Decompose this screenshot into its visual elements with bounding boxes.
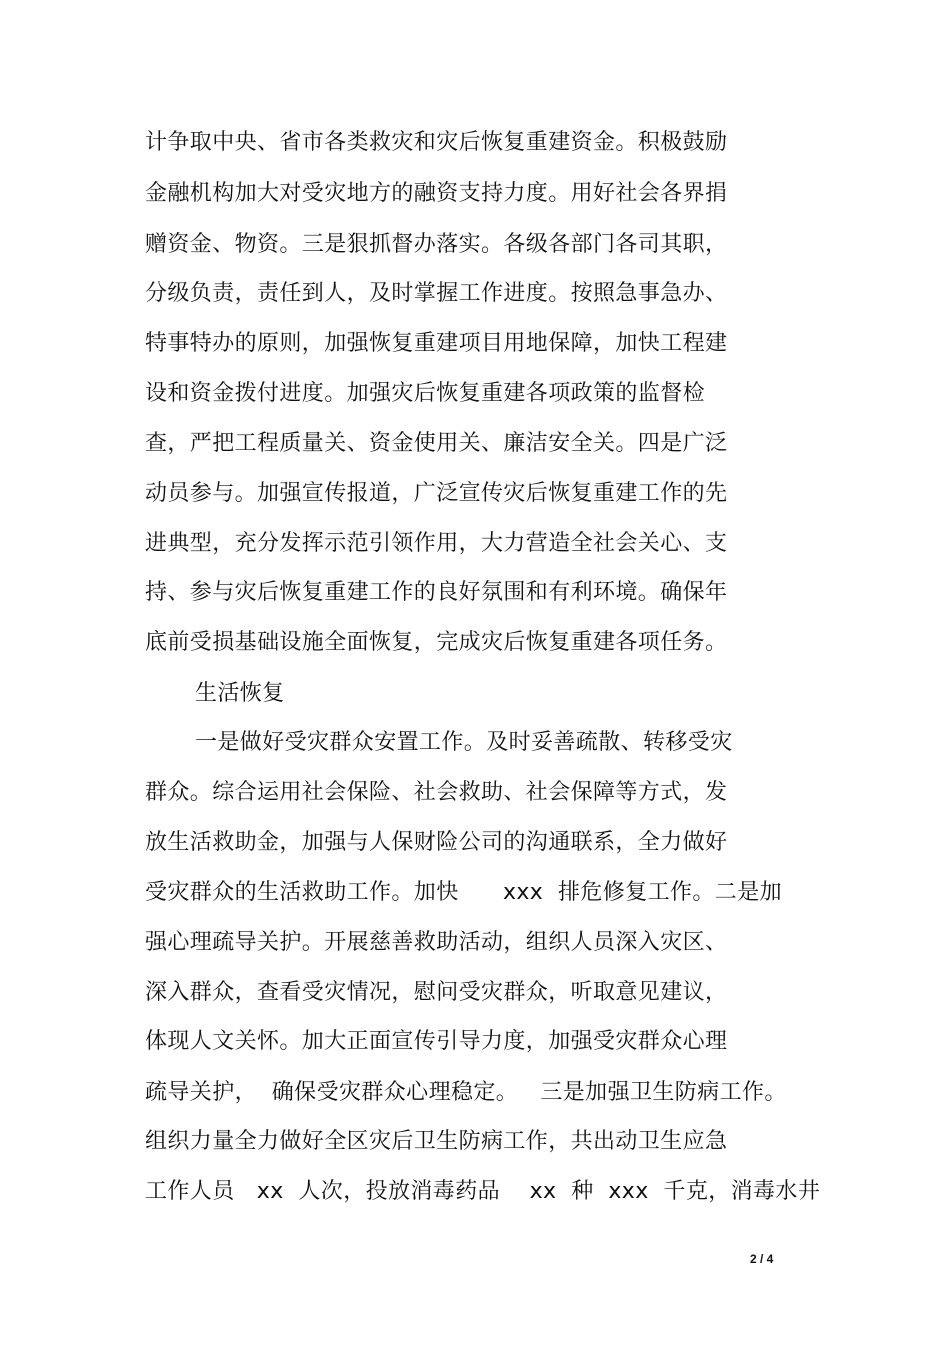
text-line: 动员参与。加强宣传报道，广泛宣传灾后恢复重建工作的先 <box>145 481 728 506</box>
page-number: 2 / 4 <box>750 1252 774 1266</box>
text-line: 查，严把工程质量关、资金使用关、廉洁安全关。四是广泛 <box>145 431 728 456</box>
text-line: 强心理疏导关护。开展慈善救助活动，组织人员深入灾区、 <box>145 930 728 955</box>
text-line: 群众。综合运用社会保险、社会救助、社会保障等方式，发 <box>145 780 728 805</box>
section-heading: 生活恢复 <box>195 681 285 706</box>
text-line: 体现人文关怀。加大正面宣传引导力度，加强受灾群众心理 <box>145 1029 728 1054</box>
text-line: 特事特办的原则，加强恢复重建项目用地保障，加快工程建 <box>145 331 728 356</box>
text-line: 赠资金、物资。三是狠抓督办落实。各级各部门各司其职， <box>145 232 728 257</box>
text-line: 深入群众，查看受灾情况，慰问受灾群众，听取意见建议， <box>145 980 728 1005</box>
text-line: 分级负责，责任到人，及时掌握工作进度。按照急事急办、 <box>145 281 728 306</box>
text-line: 进典型，充分发挥示范引领作用，大力营造全社会关心、支 <box>145 531 728 556</box>
text-line: 底前受损基础设施全面恢复，完成灾后恢复重建各项任务。 <box>145 630 728 655</box>
text-line: 受灾群众的生活救助工作。加快 xxx 排危修复工作。二是加 <box>145 880 783 905</box>
text-line: 持、参与灾后恢复重建工作的良好氛围和有利环境。确保年 <box>145 580 728 605</box>
text-line: 金融机构加大对受灾地方的融资支持力度。用好社会各界捐 <box>145 181 728 206</box>
text-line: 疏导关护， 确保受灾群众心理稳定。 三是加强卫生防病工作。 <box>145 1080 787 1105</box>
text-line: 一是做好受灾群众安置工作。及时妥善疏散、转移受灾 <box>195 730 733 755</box>
text-line: 组织力量全力做好全区灾后卫生防病工作，共出动卫生应急 <box>145 1129 728 1154</box>
text-line: 设和资金拨付进度。加强灾后恢复重建各项政策的监督检 <box>145 381 706 406</box>
text-line: 工作人员 xx 人次，投放消毒药品 xx 种 xxx 千克，消毒水井 <box>145 1179 821 1204</box>
text-line: 计争取中央、省市各类救灾和灾后恢复重建资金。积极鼓励 <box>145 130 728 155</box>
text-line: 放生活救助金，加强与人保财险公司的沟通联系，全力做好 <box>145 830 728 855</box>
